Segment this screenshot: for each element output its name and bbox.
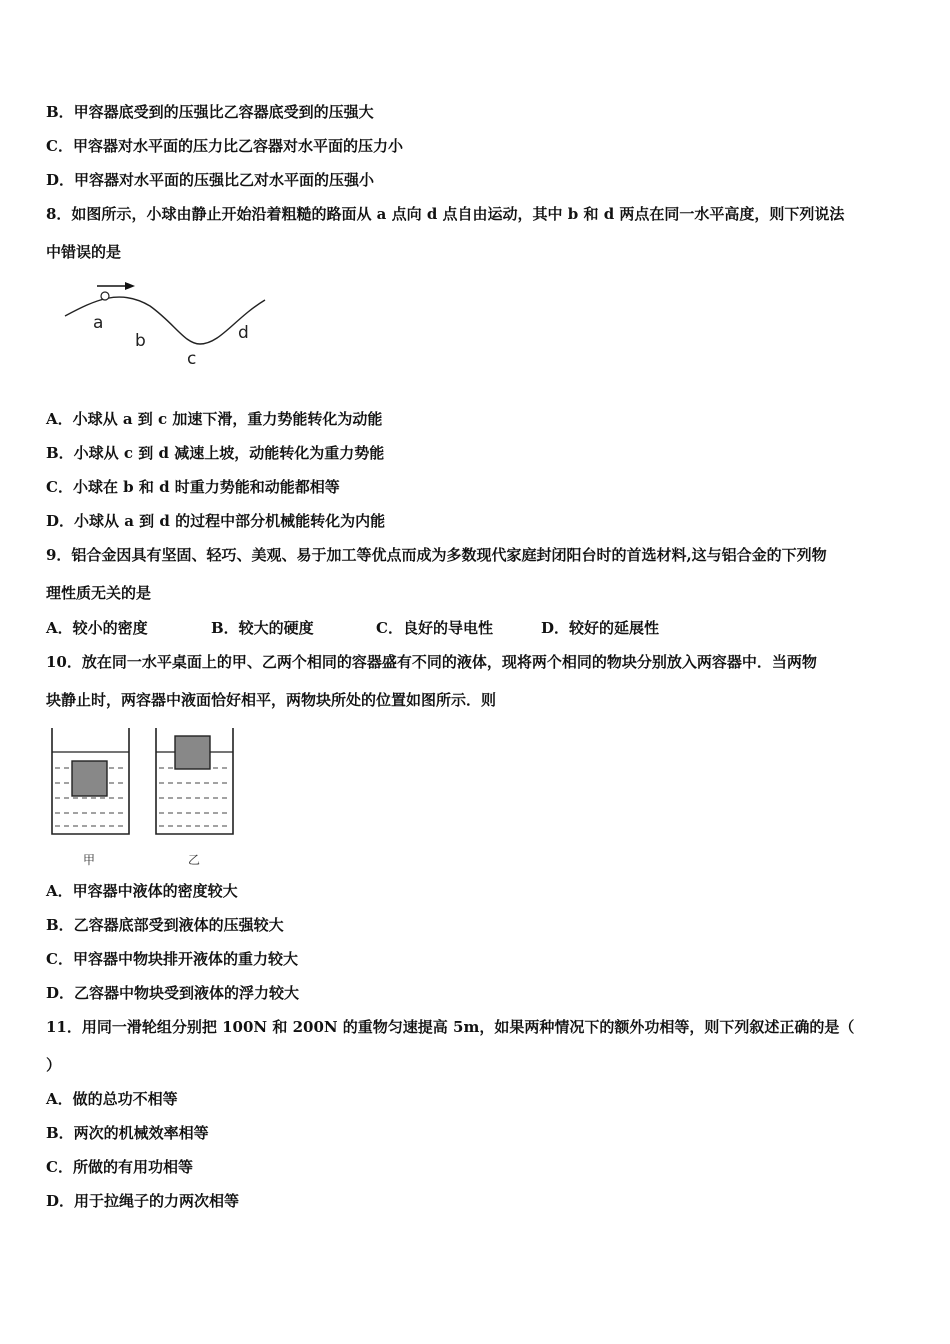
q9-option-d: D．较好的延展性 — [541, 619, 660, 637]
ball — [101, 292, 109, 300]
q8-stem-line1: 8．如图所示，小球由静止开始沿着粗糙的路面从 a 点向 d 点自由运动，其中 b 和 d 两点在同一水平高度，则下列说法 — [46, 205, 845, 223]
label-d: d — [238, 323, 249, 343]
block-yi — [175, 736, 210, 769]
q9-stem-line2: 理性质无关的是 — [46, 584, 152, 602]
block-jia — [72, 761, 107, 796]
q11-option-c: C．所做的有用功相等 — [46, 1158, 193, 1176]
q10-option-c: C．甲容器中物块排开液体的重力较大 — [46, 950, 298, 968]
q11-option-d: D．用于拉绳子的力两次相等 — [46, 1192, 240, 1210]
q8-option-b: B．小球从 c 到 d 减速上坡，动能转化为重力势能 — [46, 444, 385, 462]
label-jia: 甲 — [83, 853, 96, 867]
q8-option-a: A．小球从 a 到 c 加速下滑，重力势能转化为动能 — [46, 410, 383, 428]
q7-option-d: D．甲容器对水平面的压强比乙对水平面的压强小 — [46, 171, 375, 189]
q8-stem-line2: 中错误的是 — [46, 243, 122, 261]
q11-stem-line2: ） — [46, 1056, 62, 1074]
q9-options — [46, 619, 659, 637]
q11-option-a: A．做的总功不相等 — [46, 1090, 178, 1108]
q8-road-figure — [55, 278, 275, 378]
container-jia — [52, 728, 129, 834]
q9-option-c: C．良好的导电性 — [376, 619, 493, 637]
q8-option-d: D．小球从 a 到 d 的过程中部分机械能转化为内能 — [46, 512, 386, 530]
q10-stem-line2: 块静止时，两容器中液面恰好相平，两物块所处的位置如图所示．则 — [46, 691, 497, 709]
q11-stem-line1: 11．用同一滑轮组分别把 100N 和 200N 的重物匀速提高 5m，如果两种情况下的额外功相等，则下列叙述正确的是（ — [46, 1018, 855, 1036]
q10-option-d: D．乙容器中物块受到液体的浮力较大 — [46, 984, 300, 1002]
q10-option-a: A．甲容器中液体的密度较大 — [46, 882, 238, 900]
label-c: c — [187, 349, 197, 369]
q10-option-b: B．乙容器底部受到液体的压强较大 — [46, 916, 284, 934]
q9-option-a: A．较小的密度 — [46, 619, 148, 637]
label-b: b — [135, 331, 146, 351]
q10-stem-line1: 10．放在同一水平桌面上的甲、乙两个相同的容器盛有不同的液体，现将两个相同的物块分别放入两容器中．当两物 — [46, 653, 817, 671]
q9-stem-line1: 9．铝合金因具有坚固、轻巧、美观、易于加工等优点而成为多数现代家庭封闭阳台时的首选材料,这与铝合金的下列物 — [46, 546, 827, 564]
container-yi — [156, 728, 233, 834]
label-yi: 乙 — [188, 853, 201, 867]
q8-option-c: C．小球在 b 和 d 时重力势能和动能都相等 — [46, 478, 340, 496]
motion-arrowhead — [125, 282, 135, 290]
q7-option-c: C．甲容器对水平面的压力比乙容器对水平面的压力小 — [46, 137, 403, 155]
q11-option-b: B．两次的机械效率相等 — [46, 1124, 209, 1142]
q7-option-b: B．甲容器底受到的压强比乙容器底受到的压强大 — [46, 103, 374, 121]
q10-containers-figure — [45, 722, 245, 872]
q9-option-b: B．较大的硬度 — [211, 619, 314, 637]
label-a: a — [93, 313, 104, 333]
